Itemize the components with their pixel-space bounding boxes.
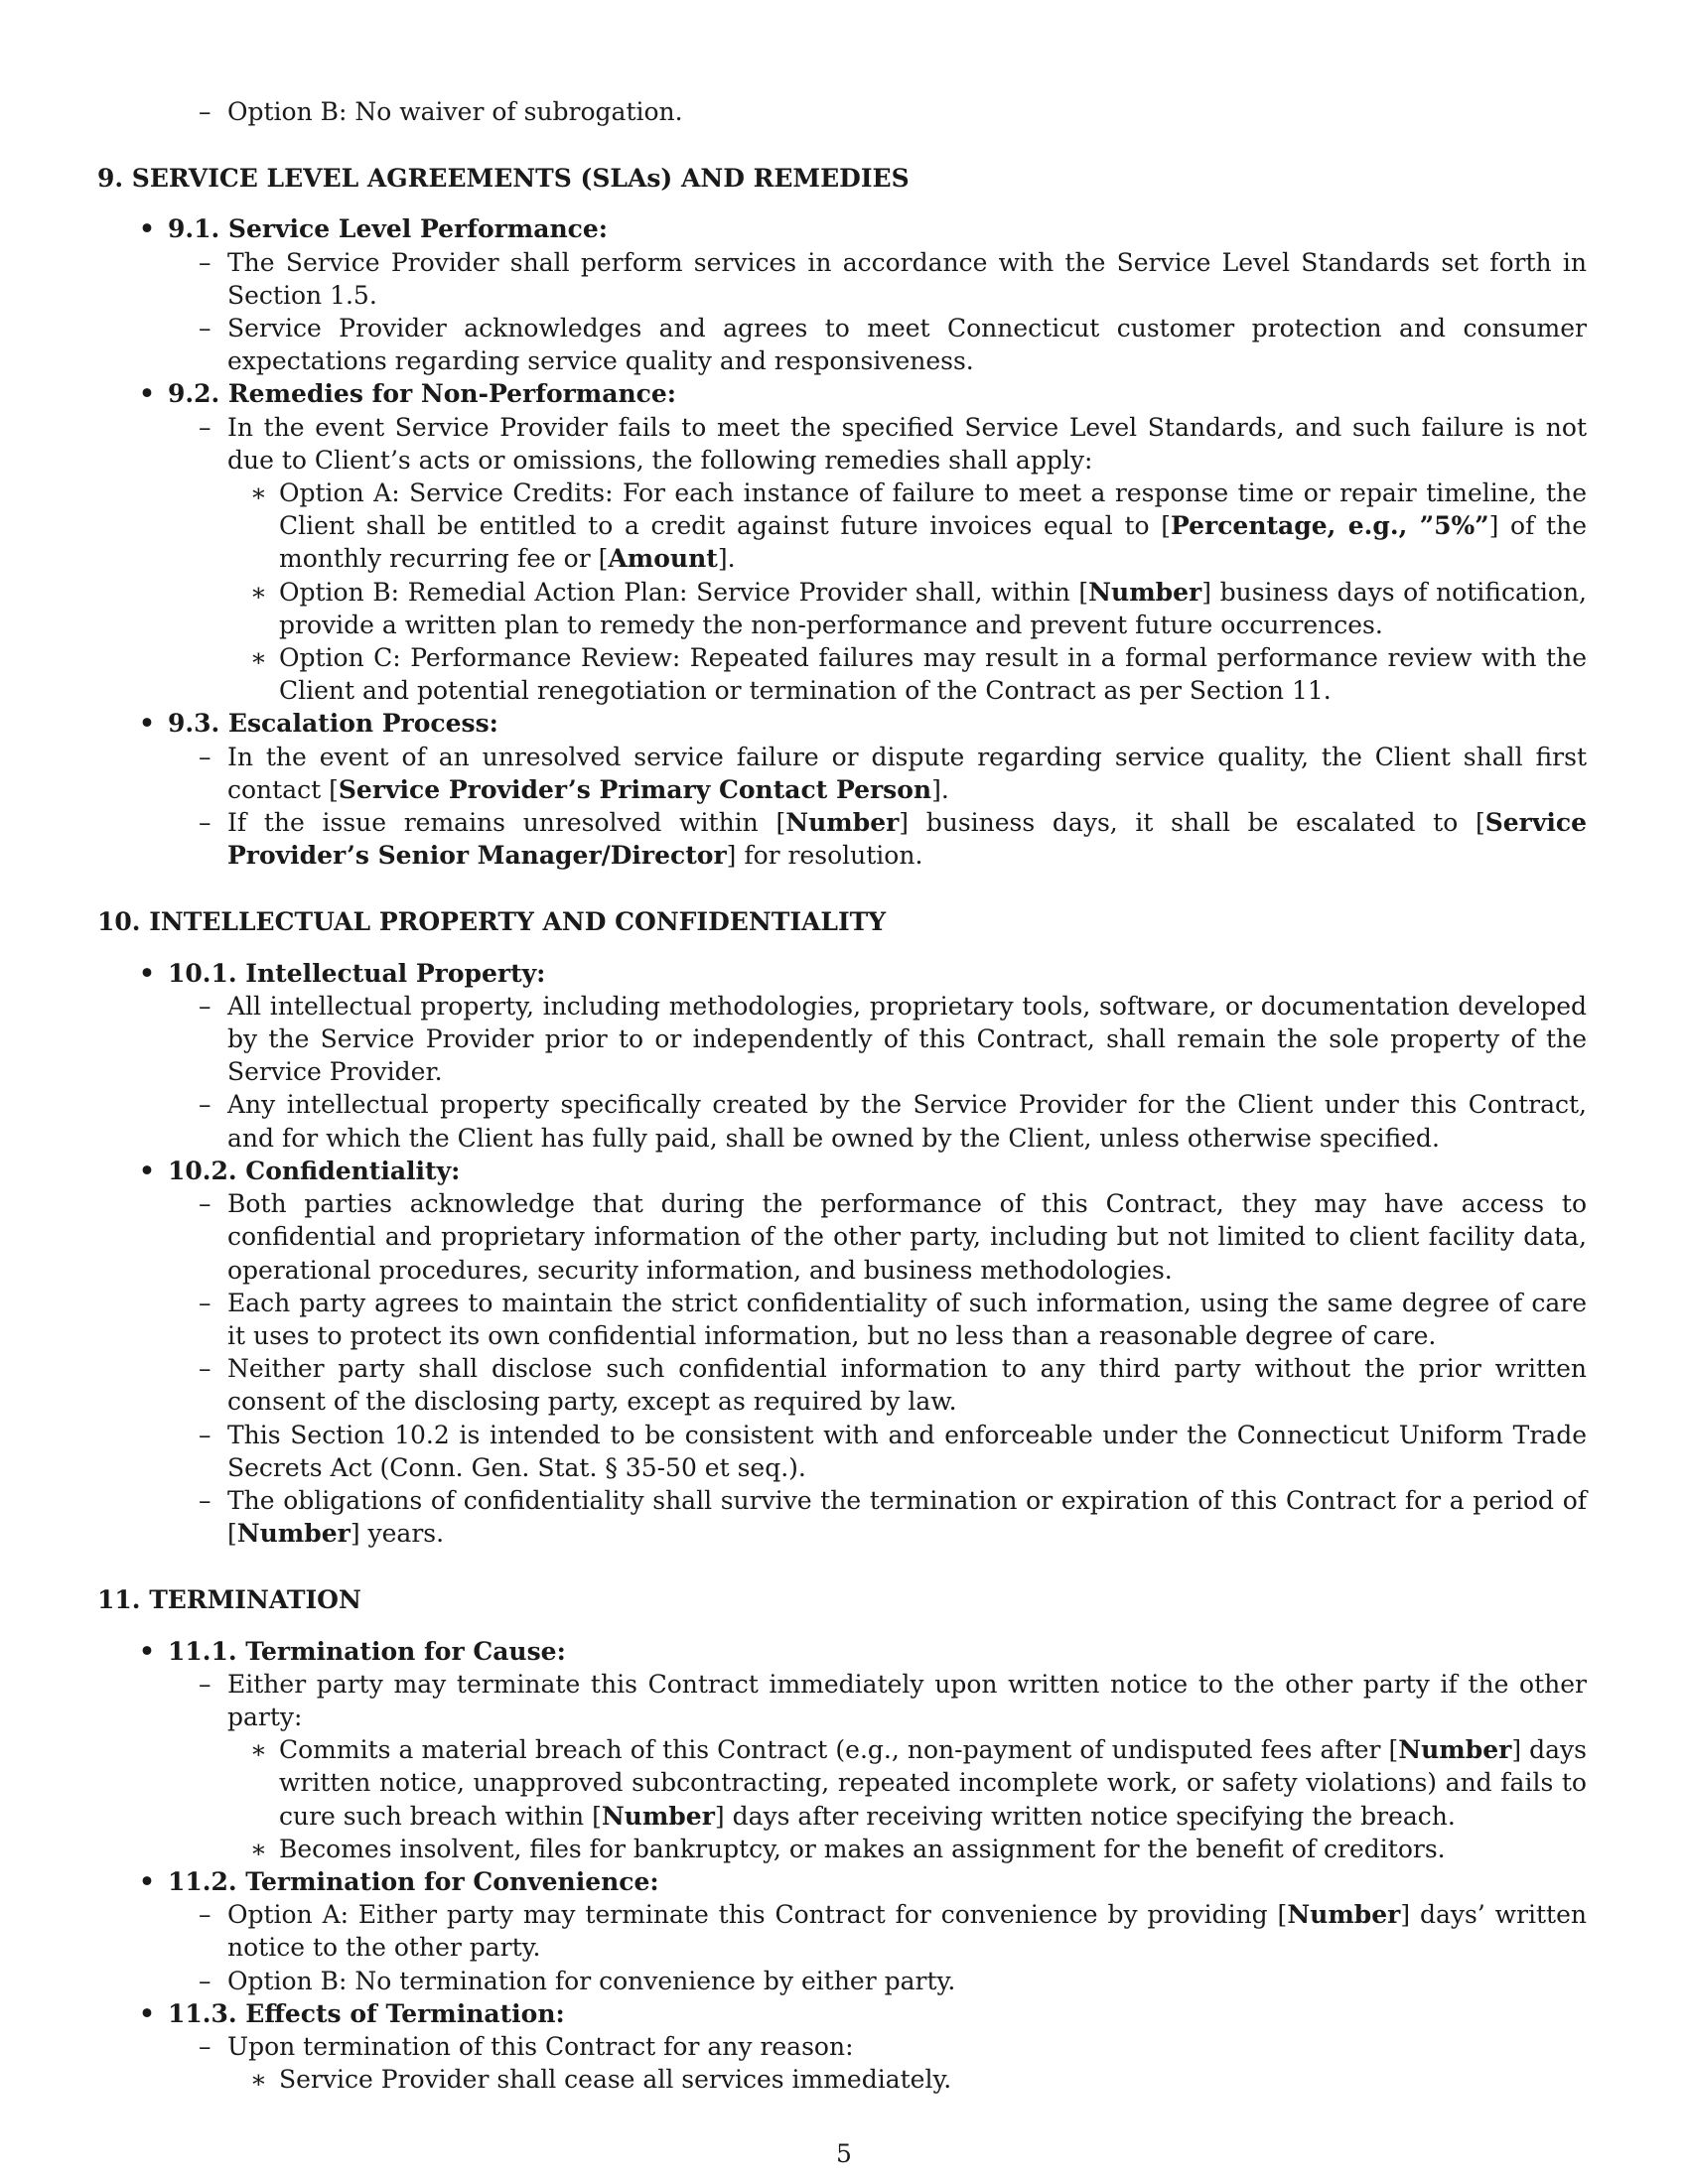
subsection-heading: • 11.1. Termination for Cause: <box>139 1636 566 1666</box>
list-item: – Either party may terminate this Contract immediately upon written notice to the other party if the other party: <box>199 1669 1587 1731</box>
list-item: – Both parties acknowledge that during the performance of this Contract, they may have access to confidential and proprietary information of the other party, including but not limited to client facility data, operational procedures, security information, and business methodologies. <box>199 1189 1587 1285</box>
list-item: – Option A: Either party may terminate this Contract for convenience by providing [Number] days’ written notice to the other party. <box>199 1900 1587 1963</box>
subsection-heading: • 9.3. Escalation Process: <box>139 709 498 739</box>
list-item: – All intellectual property, including methodologies, proprietary tools, software, or documentation developed by the Service Provider prior to or independently of this Contract, shall remain the sole property of the Service Provider. <box>199 991 1587 1087</box>
list-item: – Service Provider acknowledges and agrees to meet Connecticut customer protection and consumer expectations regarding service quality and responsiveness. <box>199 314 1587 376</box>
list-item: ∗ Service Provider shall cease all services immediately. <box>250 2065 952 2095</box>
list-item: ∗ Becomes insolvent, files for bankruptcy, or makes an assignment for the benefit of creditors. <box>250 1834 1446 1863</box>
list-item: – If the issue remains unresolved within [Number] business days, it shall be escalated to [Service Provider’s Senior Manager/Director] for resolution. <box>199 808 1587 871</box>
list-item: – Neither party shall disclose such confidential information to any third party without the prior written consent of the disclosing party, except as required by law. <box>199 1354 1587 1417</box>
section-heading-11: 11. TERMINATION <box>97 1585 361 1615</box>
list-item: – The obligations of confidentiality shall survive the termination or expiration of this Contract for a period of [Number] years. <box>199 1485 1587 1549</box>
list-item: ∗ Option A: Service Credits: For each instance of failure to meet a response time or repair timeline, the Client shall be entitled to a credit against future invoices equal to [Percentage, e.g., ”5%”] of the monthly recurring fee or [Amount]. <box>250 478 1587 574</box>
list-item: – Upon termination of this Contract for any reason: <box>199 2031 854 2061</box>
list-item: ∗ Option B: Remedial Action Plan: Service Provider shall, within [Number] business days of notification, provide a written plan to remedy the non-performance and prevent future occurrences. <box>250 577 1587 639</box>
subsection-heading: • 10.1. Intellectual Property: <box>139 958 546 988</box>
list-item: – Option B: No termination for convenience by either party. <box>199 1966 956 1995</box>
section-heading-9: 9. SERVICE LEVEL AGREEMENTS (SLAs) AND REMEDIES <box>97 164 910 194</box>
list-item: – This Section 10.2 is intended to be consistent with and enforceable under the Connecticut Uniform Trade Secrets Act (Conn. Gen. Stat. § 35-50 et seq.). <box>199 1420 1587 1482</box>
subsection-heading: • 11.3. Effects of Termination: <box>139 1998 565 2028</box>
subsection-heading: • 9.1. Service Level Performance: <box>139 214 608 244</box>
list-item: – Each party agrees to maintain the strict confidentiality of such information, using the same degree of care it uses to protect its own confidential information, but no less than a reasonable degree of care. <box>199 1288 1587 1350</box>
list-item: – The Service Provider shall perform services in accordance with the Service Level Standards set forth in Section 1.5. <box>199 247 1587 310</box>
list-item: – Option B: No waiver of subrogation. <box>199 97 683 126</box>
list-item: – In the event of an unresolved service failure or dispute regarding service quality, the Client shall first contact [Service Provider’s Primary Contact Person]. <box>199 742 1587 804</box>
subsection-heading: • 9.2. Remedies for Non-Performance: <box>139 379 676 409</box>
page-number: 5 <box>836 2139 852 2168</box>
list-item: ∗ Commits a material breach of this Contract (e.g., non-payment of undisputed fees after [Number] days written notice, unapproved subcontracting, repeated incomplete work, or safety violations) and fails to cure such breach within [Number] days after receiving written notice specifying the breach. <box>250 1735 1588 1831</box>
subsection-heading: • 10.2. Confidentiality: <box>139 1156 461 1185</box>
section-heading-10: 10. INTELLECTUAL PROPERTY AND CONFIDENTIALITY <box>97 907 887 937</box>
list-item: – Any intellectual property specifically created by the Service Provider for the Client under this Contract, and for which the Client has fully paid, shall be owned by the Client, unless otherwise specified. <box>199 1090 1587 1153</box>
subsection-heading: • 11.2. Termination for Convenience: <box>139 1866 659 1896</box>
document-page <box>97 95 1587 2096</box>
list-item: – In the event Service Provider fails to meet the specified Service Level Standards, and such failure is not due to Client’s acts or omissions, the following remedies shall apply: <box>199 412 1587 475</box>
list-item: ∗ Option C: Performance Review: Repeated failures may result in a formal performance review with the Client and potential renegotiation or termination of the Contract as per Section 11. <box>250 643 1587 706</box>
